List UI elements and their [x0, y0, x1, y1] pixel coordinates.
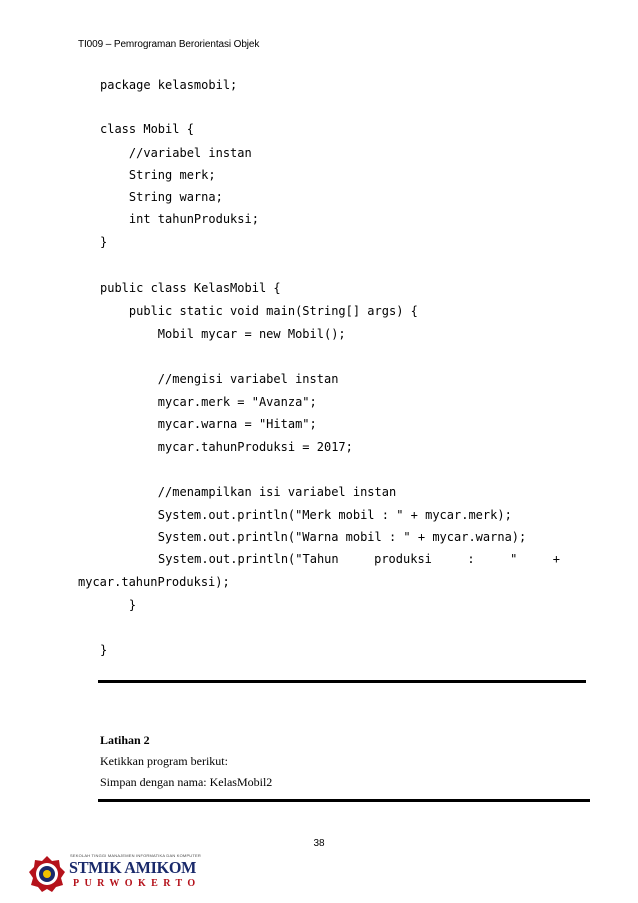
code-line: package kelasmobil; — [100, 78, 238, 92]
code-word: System.out.println("Tahun — [158, 552, 339, 566]
code-line: } — [100, 598, 137, 612]
code-line: //mengisi variabel instan — [100, 372, 339, 386]
code-line: System.out.println("Warna mobil : " + mycar.warna); — [100, 530, 527, 544]
code-line: int tahunProduksi; — [100, 212, 259, 226]
section-divider — [98, 680, 586, 683]
code-line: public class KelasMobil { — [100, 281, 281, 295]
code-line: public static void main(String[] args) { — [100, 304, 418, 318]
code-word: " — [510, 552, 518, 566]
code-line: String warna; — [100, 190, 223, 204]
exercise-instruction: Ketikkan program berikut: — [100, 754, 228, 768]
institution-logo — [27, 852, 202, 894]
exercise-title: Latihan 2 — [100, 733, 150, 747]
code-line: mycar.warna = "Hitam"; — [100, 417, 317, 431]
code-line: mycar.tahunProduksi); — [78, 575, 230, 589]
page-number: 38 — [313, 838, 325, 849]
code-line: Mobil mycar = new Mobil(); — [100, 327, 346, 341]
exercise-filename: Simpan dengan nama: KelasMobil2 — [100, 775, 273, 789]
code-line: System.out.println("Merk mobil : " + mycar.merk); — [100, 508, 512, 522]
logo-name: STMIK AMIKOM — [69, 858, 197, 877]
code-word: + — [552, 552, 560, 566]
logo-city: PURWOKERTO — [73, 878, 201, 889]
code-line: } — [100, 643, 108, 657]
logo-emblem-icon — [27, 854, 67, 894]
code-line: //variabel instan — [100, 146, 252, 160]
code-word: : — [467, 552, 475, 566]
code-line: //menampilkan isi variabel instan — [100, 485, 397, 499]
code-line-justified — [100, 552, 560, 566]
code-word: produksi — [374, 552, 432, 566]
running-header: TI009 – Pemrograman Berorientasi Objek — [78, 39, 260, 50]
code-line: mycar.merk = "Avanza"; — [100, 395, 317, 409]
code-line: } — [100, 235, 108, 249]
code-line: mycar.tahunProduksi = 2017; — [100, 440, 353, 454]
code-line: class Mobil { — [100, 122, 194, 136]
logo-caption: SEKOLAH TINGGI MANAJEMEN INFORMATIKA DAN KOMPUTER — [70, 853, 202, 858]
section-divider — [98, 799, 590, 802]
code-line: String merk; — [100, 168, 216, 182]
